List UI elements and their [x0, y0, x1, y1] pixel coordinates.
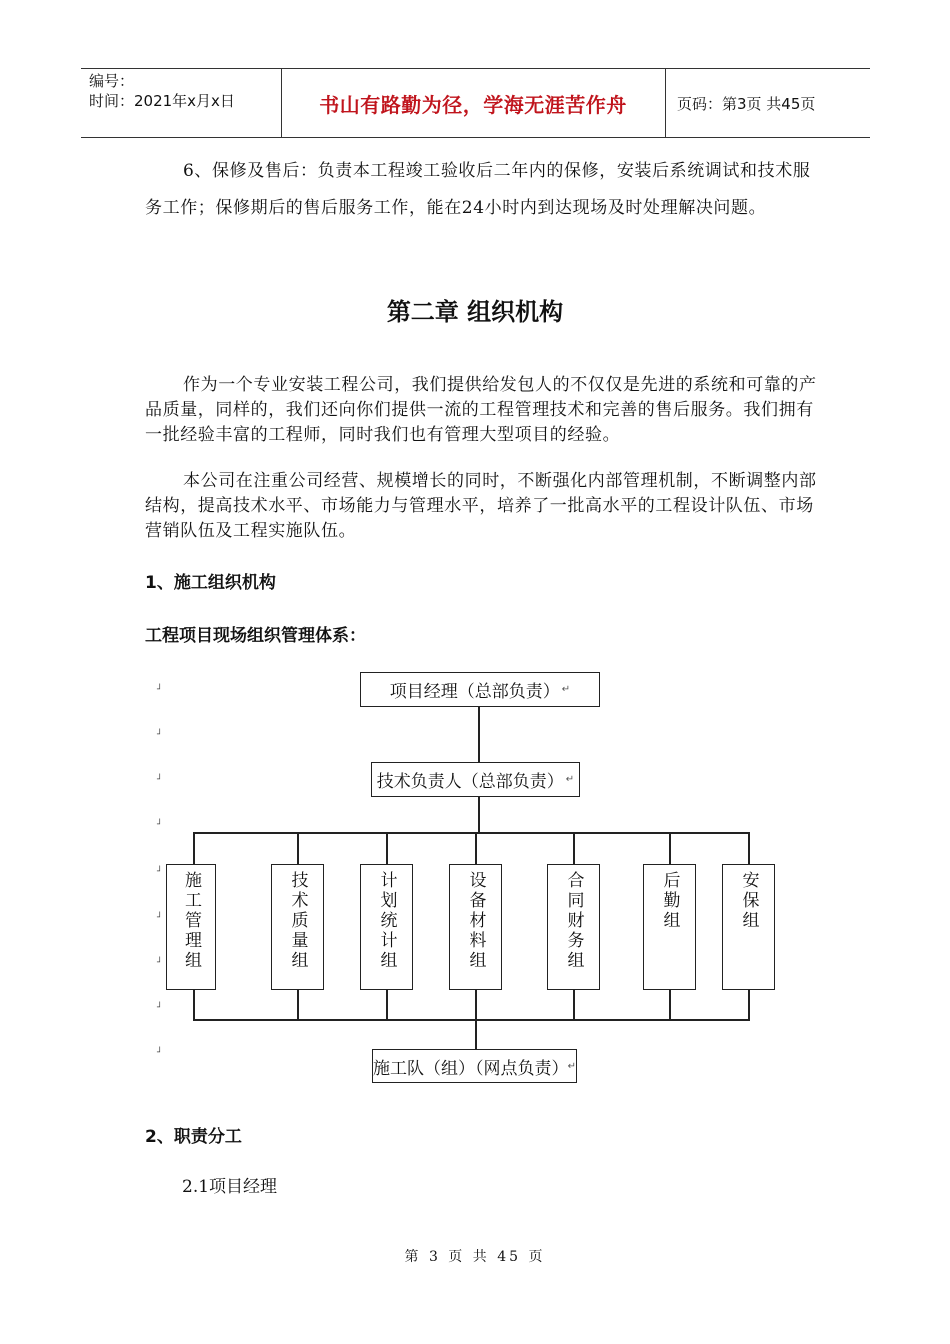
header-page-number	[665, 69, 870, 137]
org-box-label: 施工队（组）（网点负责）	[373, 1058, 569, 1079]
connector-line	[386, 832, 388, 865]
paragraph-company: 本公司在注重公司经营、规模增长的同时，不断强化内部管理机制，不断调整内部结构，提高技术水平、市场能力与管理水平，培养了一批高水平的工程设计队伍、市场营销队伍及工程实施队伍。	[145, 471, 817, 541]
org-box-project-manager	[360, 672, 600, 707]
connector-line	[475, 1019, 477, 1049]
paragraph-service: 6、保修及售后：负责本工程竣工验收后二年内的保修，安装后系统调试和技术服务工作；保修期后的售后服务工作，能在24小时内到达现场及时处理解决问题。	[145, 161, 811, 218]
org-box-construction-team	[372, 1049, 577, 1083]
return-mark: ↵	[565, 774, 575, 785]
paragraph-mark: ┘	[157, 1003, 163, 1013]
paragraph-mark: ┘	[157, 913, 163, 923]
section-heading-1: 1、施工组织机构	[145, 573, 276, 593]
connector-line	[478, 796, 480, 832]
connector-line	[478, 706, 480, 763]
org-box-group-planning	[360, 864, 413, 990]
paragraph-mark: ┘	[157, 820, 163, 830]
org-box-label: 技术负责人（总部负责）	[376, 772, 564, 792]
connector-line	[748, 832, 750, 865]
connector-line	[193, 832, 195, 865]
page-footer: 第 3 页 共 45 页	[404, 1249, 546, 1265]
connector-line	[669, 832, 671, 865]
section-heading-2: 2、职责分工	[145, 1127, 242, 1147]
org-box-technical-lead	[371, 762, 580, 797]
paragraph-mark: ┘	[157, 730, 163, 740]
paragraph-mark: ┘	[157, 685, 163, 695]
header-motto: 书山有路勤为径，学海无涯苦作舟	[319, 92, 627, 117]
connector-bus-top	[193, 832, 750, 834]
header-page-text: 页码：第3页 共45页	[677, 94, 816, 113]
subsection-2-1: 2.1项目经理	[182, 1177, 278, 1197]
org-box-label: 施工管理组	[181, 871, 201, 971]
org-box-label: 设备材料组	[465, 871, 486, 971]
connector-line	[573, 832, 575, 865]
org-box-label: 后勤组	[659, 871, 680, 931]
connector-line	[748, 989, 750, 1020]
paragraph-intro: 作为一个专业安装工程公司，我们提供给发包人的不仅仅是先进的系统和可靠的产品质量，同样的，我们还向你们提供一流的工程管理技术和完善的售后服务。我们拥有一批经验丰富的工程师，同时我们也有管理大型项目的经验。	[145, 375, 817, 445]
org-box-group-construction	[166, 864, 216, 990]
header-time: 时间：2021年x月x日	[89, 92, 235, 110]
org-box-group-security	[722, 864, 775, 990]
return-mark: ↵	[561, 684, 571, 695]
org-box-group-logistics	[643, 864, 696, 990]
paragraph-mark: ┘	[157, 775, 163, 785]
org-box-group-materials	[449, 864, 502, 990]
connector-line	[475, 832, 477, 865]
return-mark: ↵	[567, 1060, 576, 1072]
connector-line	[475, 989, 477, 1020]
header-number: 编号：	[89, 72, 135, 90]
org-box-label: 项目经理（总部负责）	[389, 682, 560, 702]
section-heading-system: 工程项目现场组织管理体系：	[145, 626, 366, 646]
org-box-label: 技术质量组	[287, 871, 308, 971]
connector-line	[297, 989, 299, 1020]
paragraph-mark: ┘	[157, 1048, 163, 1058]
connector-line	[573, 989, 575, 1020]
paragraph-mark: ┘	[157, 867, 163, 877]
connector-line	[386, 989, 388, 1020]
header-meta	[89, 71, 235, 111]
paragraph-mark: ┘	[157, 958, 163, 968]
org-box-label: 安保组	[738, 871, 759, 931]
org-box-label: 计划统计组	[376, 871, 397, 971]
org-box-group-finance	[547, 864, 600, 990]
connector-line	[669, 989, 671, 1020]
page-header	[81, 68, 870, 138]
connector-bus-bottom	[193, 1019, 750, 1021]
connector-line	[193, 989, 195, 1020]
chapter-title: 第二章 组织机构	[386, 298, 564, 326]
connector-line	[297, 832, 299, 865]
org-box-label: 合同财务组	[563, 871, 584, 971]
org-box-group-quality	[271, 864, 324, 990]
